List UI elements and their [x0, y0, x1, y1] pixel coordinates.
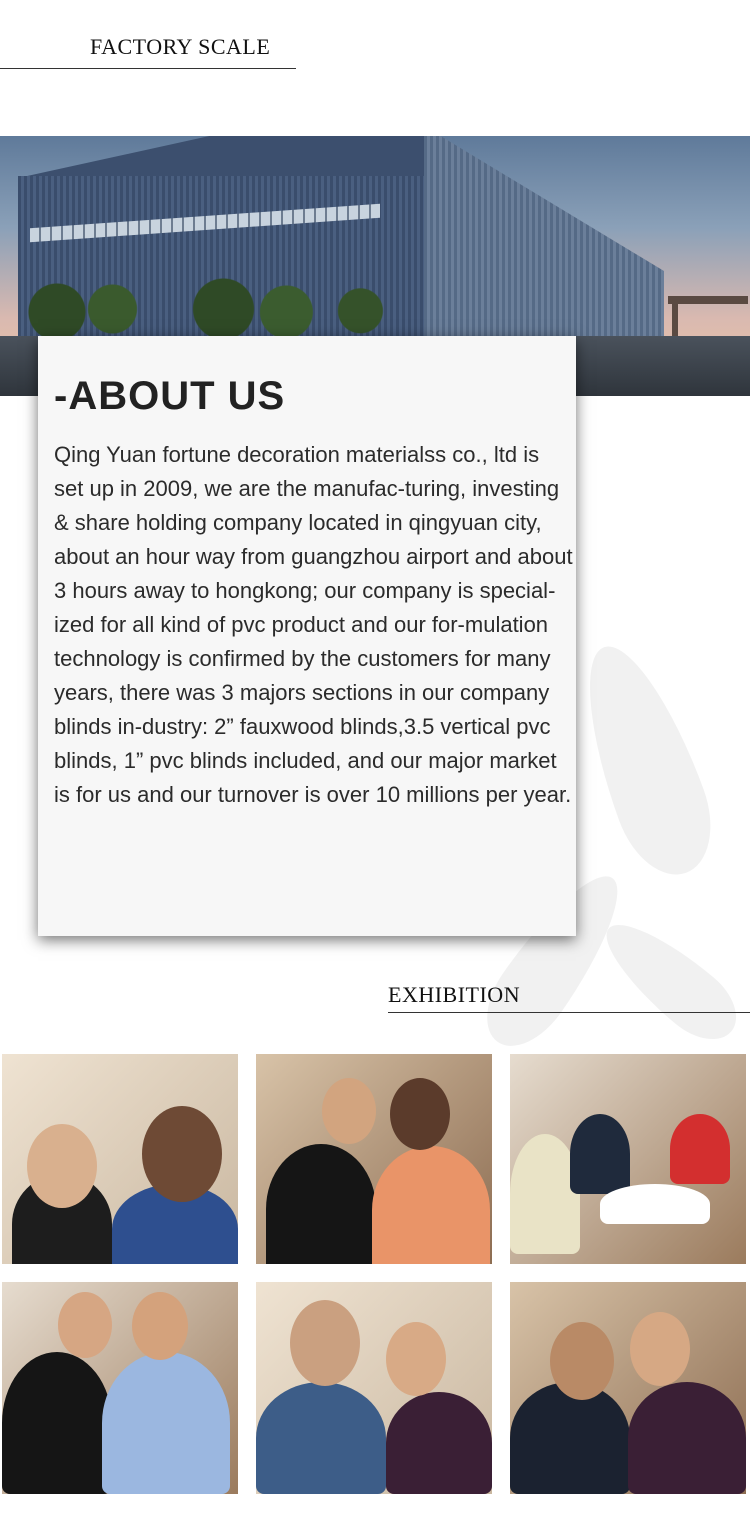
person — [372, 1146, 490, 1264]
factory-scale-title: FACTORY SCALE — [90, 34, 271, 59]
trees — [20, 276, 390, 336]
face — [390, 1078, 450, 1150]
leaf-shadow — [589, 906, 750, 1055]
person — [256, 1382, 386, 1494]
person — [600, 1184, 710, 1224]
about-us-title: -ABOUT US — [54, 374, 286, 418]
face — [27, 1124, 97, 1208]
gate-beam — [668, 296, 748, 304]
person — [510, 1382, 630, 1494]
exhibition-photo-1 — [2, 1054, 238, 1264]
person — [670, 1114, 730, 1184]
about-us-body: Qing Yuan fortune decoration materialss co., ltd is set up in 2009, we are the manufac-turing, investing & share holding company located in qingyuan city, about an hour way from guangzhou airport and about 3 hours away to hongkong; our company is special-ized for all kind of pvc product and our for-mulation technology is confirmed by the customers for many years, there was 3 majors sections in our company blinds in-dustry: 2” fauxwood blinds,3.5 vertical pvc blinds, 1” pvc blinds included, and our major market is for us and our turnover is over 10 millions per year. — [54, 442, 573, 807]
about-us-card — [38, 336, 576, 936]
person — [386, 1392, 492, 1494]
exhibition-title: EXHIBITION — [388, 982, 521, 1007]
face — [322, 1078, 376, 1144]
factory-scale-rule — [0, 68, 296, 69]
person — [570, 1114, 630, 1194]
exhibition-photo-3 — [510, 1054, 746, 1264]
exhibition-photo-5 — [256, 1282, 492, 1494]
person — [102, 1352, 230, 1494]
face — [550, 1322, 614, 1400]
face — [290, 1300, 360, 1386]
exhibition-photo-4 — [2, 1282, 238, 1494]
face — [630, 1312, 690, 1386]
face — [386, 1322, 446, 1396]
exhibition-rule — [388, 1012, 750, 1013]
exhibition-photo-6 — [510, 1282, 746, 1494]
face — [132, 1292, 188, 1360]
person — [628, 1382, 746, 1494]
person — [266, 1144, 376, 1264]
face — [142, 1106, 222, 1202]
person — [2, 1352, 112, 1494]
building-roof — [18, 136, 428, 178]
leaf-shadow — [562, 632, 729, 888]
face — [58, 1292, 112, 1358]
exhibition-photo-2 — [256, 1054, 492, 1264]
